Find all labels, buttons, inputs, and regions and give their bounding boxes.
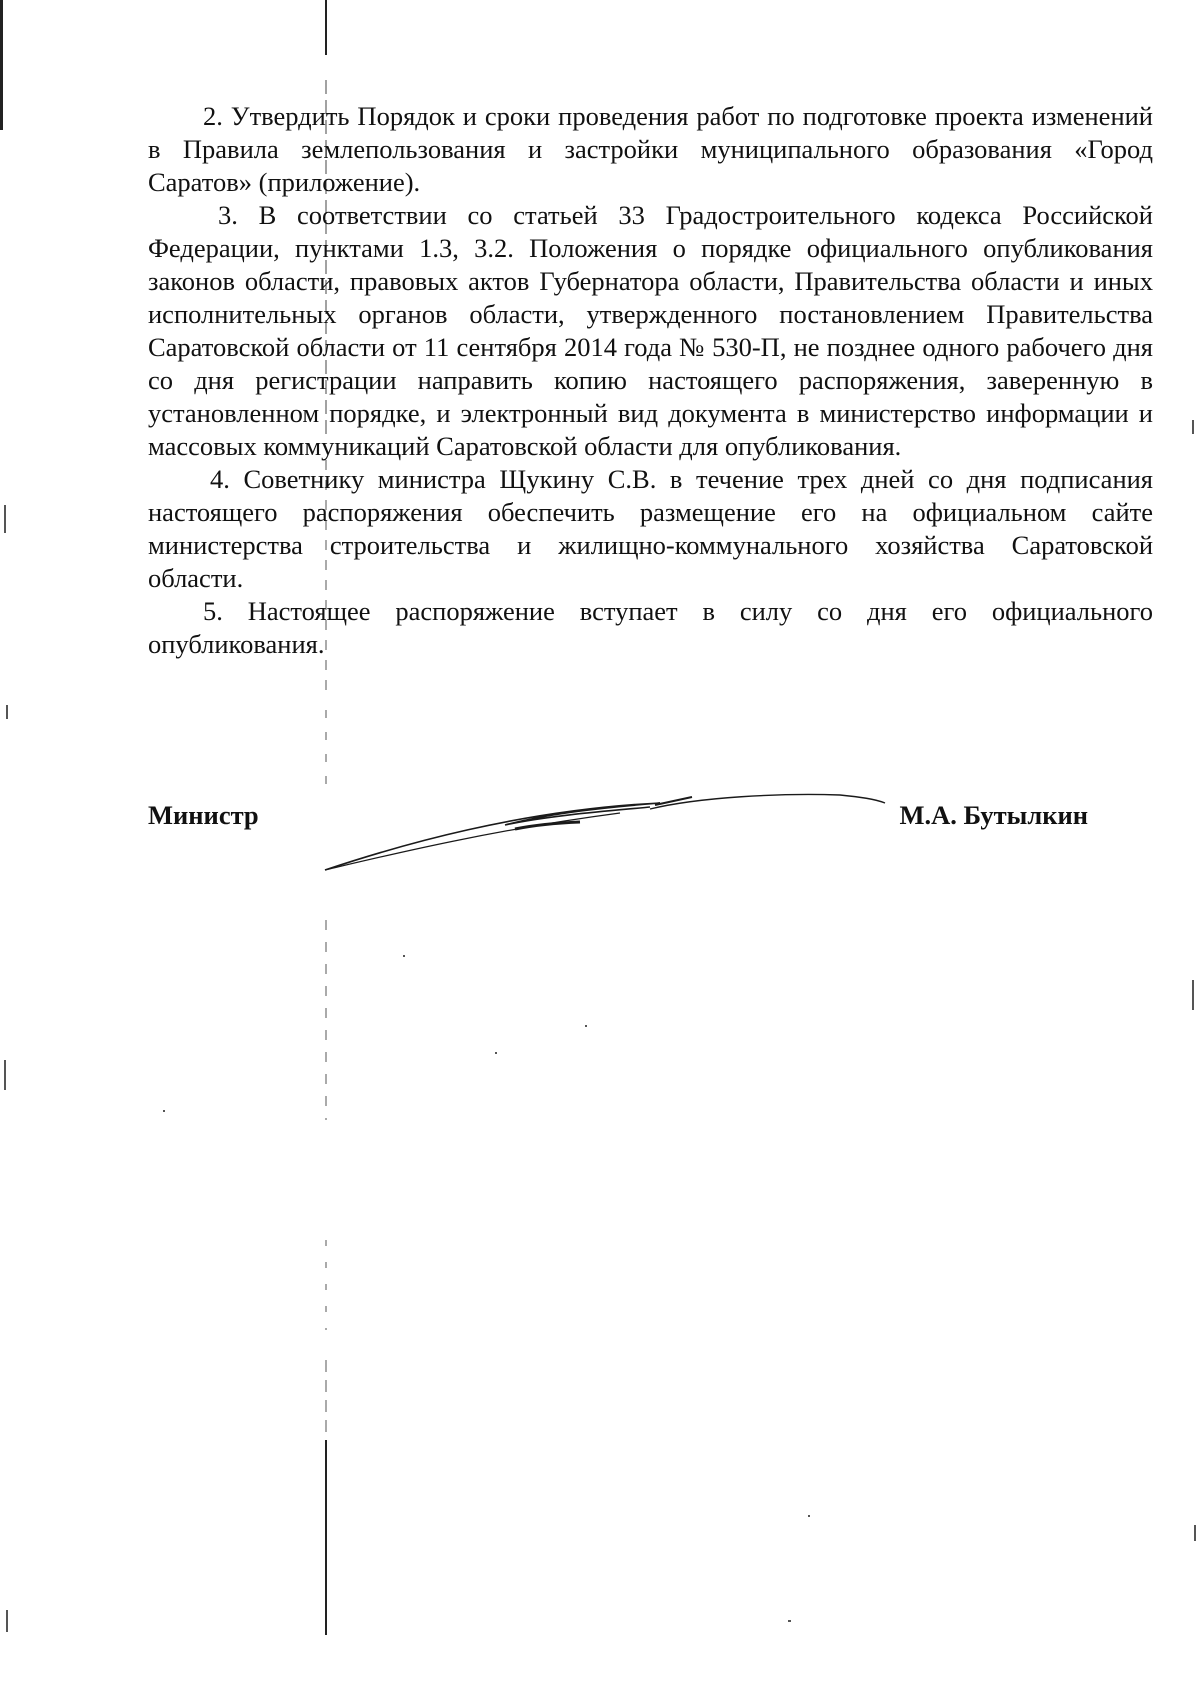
scan-speck [808,1515,810,1517]
scan-speck [495,1052,497,1054]
scan-speck [788,1620,791,1622]
paragraph-2: 2. Утвердить Порядок и сроки проведения работ по подготовке проекта изменений в Правила землепользования и застройки муниципального образования «Город Саратов» (приложение). [148,101,1153,197]
scan-speck [6,1610,8,1632]
scan-speck [4,505,6,533]
scan-speck [163,1110,165,1112]
scan-edge-mark [0,0,3,130]
signer-name: М.А. Бутылкин [899,800,1088,830]
signature-row [148,800,1088,840]
paragraph-4: 4. Советнику министра Щукину С.В. в течение трех дней со дня подписания настоящего распоряжения обеспечить размещение его на официальном сайте министерства строительства и жилищно-коммунального хозяйства Саратовской области. [148,464,1153,593]
signer-title: Министр [148,800,259,830]
scan-speck [1194,1525,1196,1541]
scan-speck [585,1025,587,1027]
document-body [148,100,1153,661]
scan-speck [1192,980,1194,1010]
scan-speck [403,955,405,957]
paragraph-5: 5. Настоящее распоряжение вступает в силу со дня его официального опубликования. [148,596,1153,659]
scan-speck [1192,420,1194,434]
scan-speck [4,1060,6,1090]
paragraph-3: 3. В соответствии со статьей 33 Градостроительного кодекса Российской Федерации, пунктами 1.3, 3.2. Положения о порядке официального опубликования законов области, правовых актов Губернатора области, Правительства области и иных исполнительных органов области, утвержденного постановлением Правительства Саратовской области от 11 сентября 2014 года № 530-П, не позднее одного рабочего дня со дня регистрации направить копию настоящего распоряжения, заверенную в установленном порядке, и электронный вид документа в министерство информации и массовых коммуникаций Саратовской области для опубликования. [148,200,1153,461]
scan-speck [6,705,8,719]
